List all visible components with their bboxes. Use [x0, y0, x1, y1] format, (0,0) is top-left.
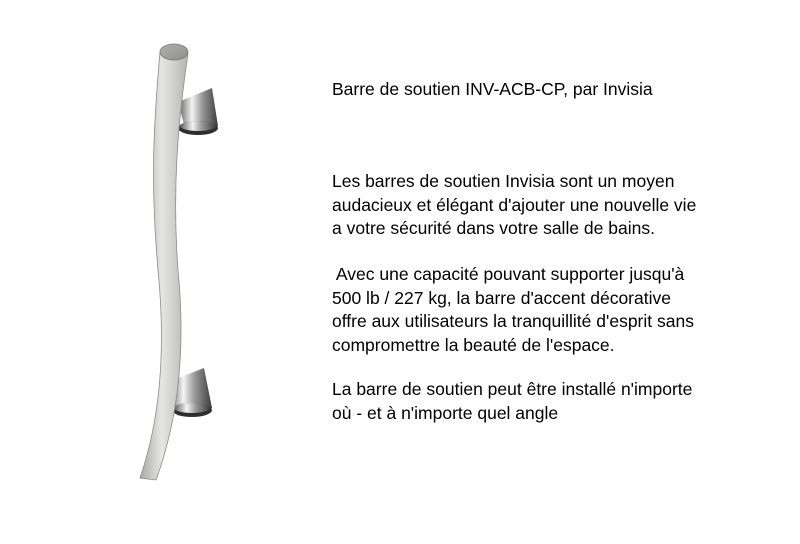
- paragraph-line: a votre sécurité dans votre salle de bains.: [332, 218, 655, 238]
- paragraph-line: Avec une capacité pouvant supporter jusqu'à: [332, 264, 685, 284]
- paragraph-line: audacieux et élégant d'ajouter une nouvelle vie: [332, 194, 697, 215]
- product-title: Barre de soutien INV-ACB-CP, par Invisia: [332, 79, 653, 99]
- paragraph-line: compromettre la beauté de l'espace.: [332, 334, 615, 355]
- description-paragraph-2: [332, 263, 694, 357]
- paragraph-line: offre aux utilisateurs la tranquillité d'esprit sans: [332, 311, 694, 331]
- grab-bar-illustration: [120, 30, 250, 490]
- paragraph-line: où - et à n'importe quel angle: [332, 402, 559, 423]
- paragraph-line: 500 lb / 227 kg, la barre d'accent décorative: [332, 287, 671, 308]
- paragraph-line: Les barres de soutien Invisia sont un moyen: [332, 171, 675, 191]
- grab-bar-end-cap: [160, 44, 188, 60]
- upper-wall-mount: [178, 88, 218, 135]
- paragraph-line: La barre de soutien peut être installé n'importe: [332, 379, 693, 399]
- grab-bar-body: [140, 52, 188, 480]
- description-paragraph-3: [332, 378, 692, 425]
- description-paragraph-1: [332, 170, 696, 241]
